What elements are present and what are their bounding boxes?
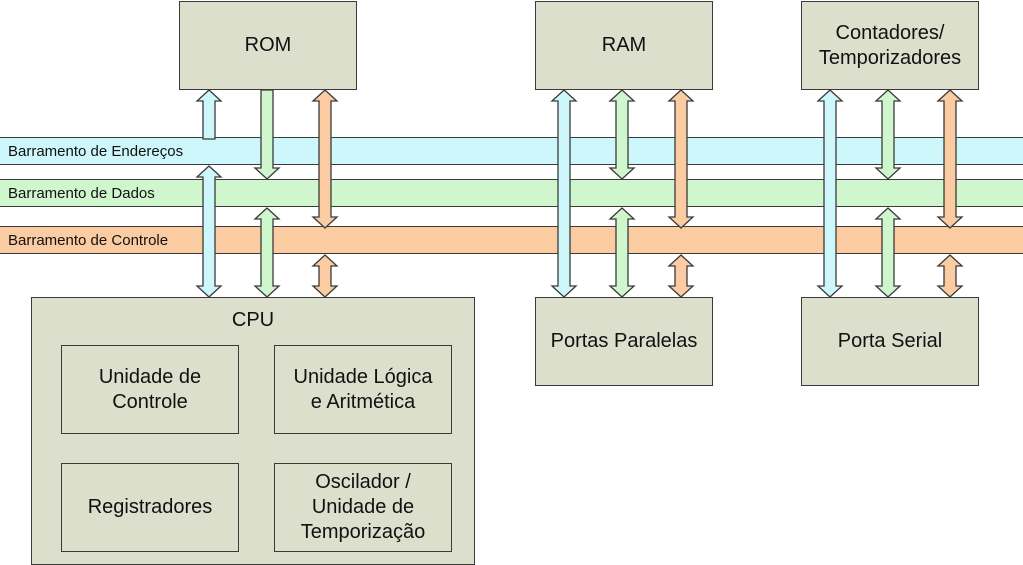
oscillator-label: Oscilador / Unidade de Temporização (300, 471, 426, 543)
cpu-block (31, 297, 475, 565)
ram-block (535, 1, 713, 90)
timers-label: Contadores/ Temporizadores (818, 21, 962, 69)
serial-port-label: Porta Serial (837, 330, 943, 352)
parallel-control-arrow (669, 255, 693, 297)
ram-label: RAM (601, 34, 647, 56)
address-bus-label: Barramento de Endereços (8, 143, 184, 160)
oscillator-block (274, 463, 452, 552)
rom-control-arrow (313, 90, 337, 228)
serial-port-block (801, 297, 979, 386)
timers-block (801, 1, 979, 90)
rom-address-arrow (197, 90, 221, 139)
ram-data-arrow (610, 90, 634, 179)
registers-label: Registradores (87, 496, 213, 518)
registers-block (61, 463, 239, 552)
cpu-data-arrow (255, 208, 279, 297)
cpu-address-arrow (197, 166, 221, 297)
serial-control-arrow (938, 255, 962, 297)
timers-serial-address-arrow (818, 90, 842, 297)
alu-label: Unidade Lógica e Aritmética (293, 365, 433, 413)
ram-parallel-address-arrow (552, 90, 576, 297)
parallel-ports-label: Portas Paralelas (550, 330, 698, 352)
data-bus-label: Barramento de Dados (8, 185, 155, 202)
serial-data-arrow (876, 208, 900, 297)
timers-control-arrow (938, 90, 962, 228)
ram-control-arrow (669, 90, 693, 228)
cpu-control-arrow (313, 255, 337, 297)
rom-block (179, 1, 357, 90)
control-bus-label: Barramento de Controle (8, 232, 169, 249)
control-unit-block (61, 345, 239, 434)
timers-data-arrow (876, 90, 900, 179)
control-unit-label: Unidade de Controle (98, 365, 202, 413)
rom-label: ROM (244, 34, 292, 56)
rom-data-arrow (255, 90, 279, 179)
cpu-title: CPU (231, 309, 275, 331)
parallel-ports-block (535, 297, 713, 386)
alu-block (274, 345, 452, 434)
parallel-data-arrow (610, 208, 634, 297)
